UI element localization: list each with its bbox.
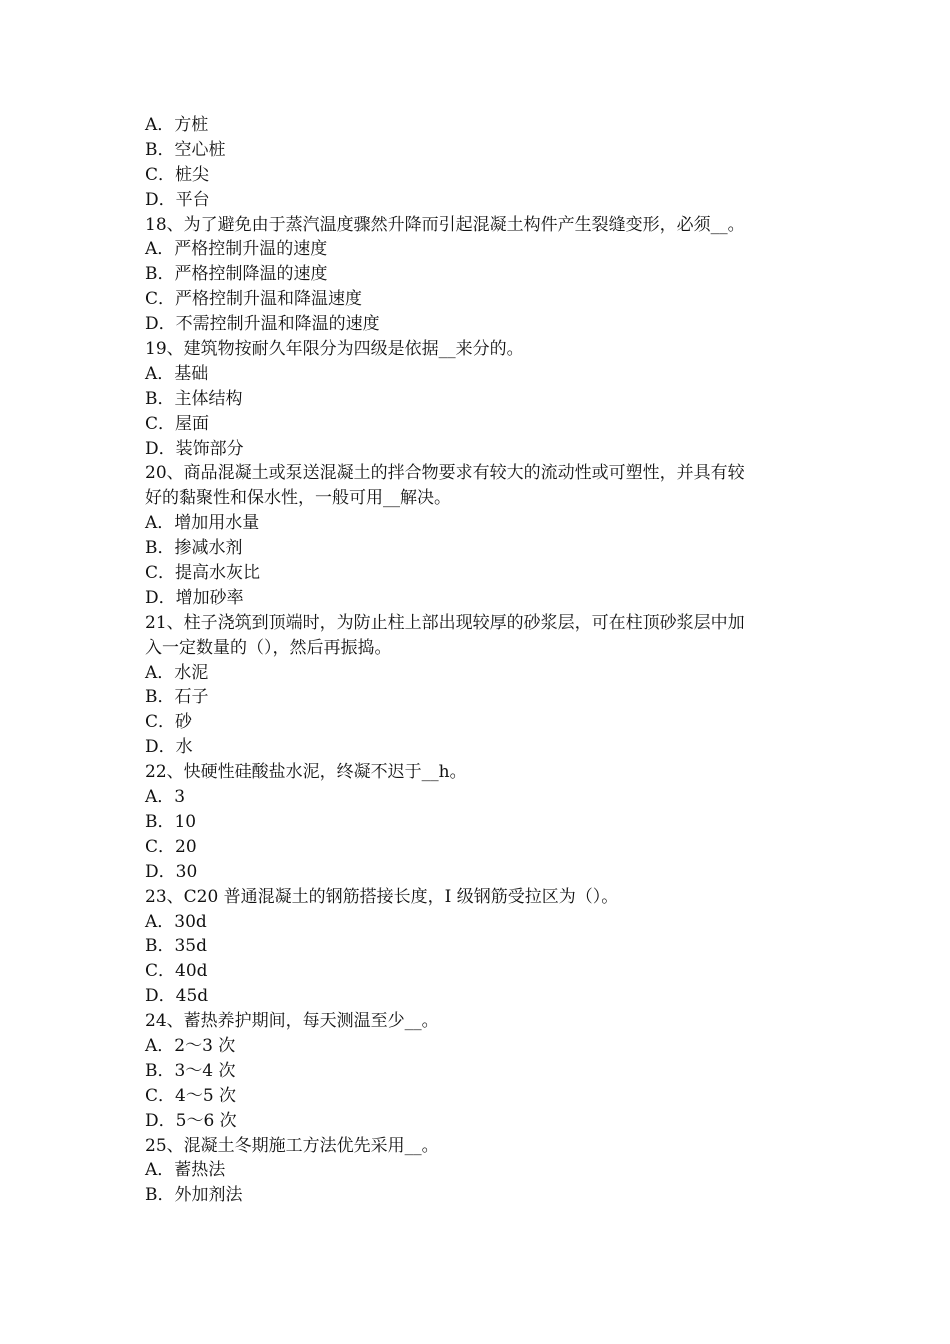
answer-option: C．桩尖 — [145, 164, 210, 185]
answer-option: D．30 — [145, 861, 198, 882]
question-text-line: 25、混凝土冬期施工方法优先采用__。 — [145, 1135, 439, 1156]
question-text-line: 好的黏聚性和保水性，一般可用__解决。 — [145, 488, 451, 509]
answer-option: C．4～5 次 — [145, 1085, 237, 1106]
question-text-line: 21、柱子浇筑到顶端时，为防止柱上部出现较厚的砂浆层，可在柱顶砂浆层中加 — [145, 612, 745, 633]
answer-option: D．水 — [145, 737, 193, 758]
answer-option: C．砂 — [145, 712, 193, 733]
answer-option: A．30d — [145, 911, 207, 932]
question-text-line: 24、蓄热养护期间，每天测温至少__。 — [145, 1011, 439, 1032]
answer-option: B．10 — [145, 811, 197, 832]
question-text-line: 22、快硬性硅酸盐水泥，终凝不迟于__h。 — [145, 762, 467, 783]
answer-option: A．方桩 — [145, 115, 209, 135]
answer-option: B．严格控制降温的速度 — [145, 264, 328, 285]
document-body — [145, 113, 825, 1208]
answer-option: C．20 — [145, 836, 197, 857]
answer-option: A．蓄热法 — [145, 1160, 226, 1181]
answer-option: B．外加剂法 — [145, 1185, 243, 1206]
answer-option: B．主体结构 — [145, 388, 243, 409]
answer-option: B．35d — [145, 936, 208, 957]
answer-option: A．严格控制升温的速度 — [145, 239, 328, 260]
answer-option: B．3～4 次 — [145, 1060, 236, 1081]
answer-option: C．严格控制升温和降温速度 — [145, 289, 363, 310]
answer-option: D．5～6 次 — [145, 1110, 237, 1131]
question-text-line: 入一定数量的（），然后再振捣。 — [145, 637, 392, 658]
question-text-line: 19、建筑物按耐久年限分为四级是依据__来分的。 — [145, 339, 524, 360]
answer-option: A．3 — [145, 787, 186, 808]
answer-option: C．屋面 — [145, 413, 210, 434]
question-text-line: 18、为了避免由于蒸汽温度骤然升降而引起混凝土构件产生裂缝变形，必须__。 — [145, 214, 745, 235]
answer-option: B．掺减水剂 — [145, 538, 243, 559]
answer-option: A．增加用水量 — [145, 513, 260, 534]
answer-option: D．平台 — [145, 189, 210, 210]
answer-option: B．石子 — [145, 687, 209, 708]
answer-option: A．基础 — [145, 363, 209, 384]
answer-option: A．水泥 — [145, 662, 209, 683]
answer-option: D．不需控制升温和降温的速度 — [145, 314, 380, 335]
question-text-line: 20、商品混凝土或泵送混凝土的拌合物要求有较大的流动性或可塑性，并具有较 — [145, 463, 745, 484]
question-text-line: 23、C20 普通混凝土的钢筋搭接长度，I 级钢筋受拉区为（）。 — [145, 886, 619, 907]
answer-option: A．2～3 次 — [145, 1035, 236, 1056]
answer-option: D．增加砂率 — [145, 587, 244, 608]
answer-option: D．装饰部分 — [145, 438, 244, 459]
answer-option: D．45d — [145, 986, 209, 1007]
answer-option: C．40d — [145, 961, 208, 982]
answer-option: C．提高水灰比 — [145, 563, 261, 584]
answer-option: B．空心桩 — [145, 139, 226, 160]
